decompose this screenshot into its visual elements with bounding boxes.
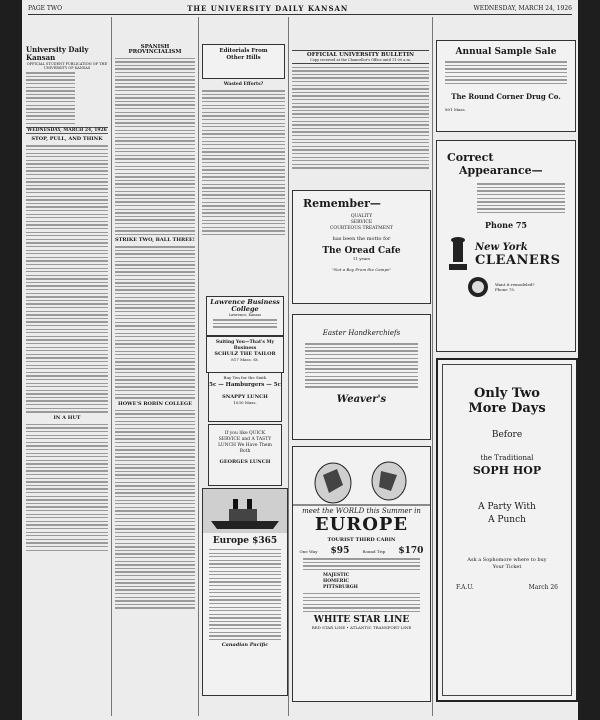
seal-icon	[467, 276, 489, 298]
ad-title: Lawrence Business College	[210, 298, 280, 313]
ad-text	[293, 558, 430, 570]
ad-headline-large: EUROPE	[314, 514, 409, 535]
ad-sub: RED STAR LINE • ATLANTIC TRANSPORT LINE	[311, 625, 412, 631]
oread-cafe-ad	[292, 190, 431, 304]
nameplate: University Daily Kansan	[26, 45, 89, 62]
business-college-ad	[206, 296, 284, 336]
ad-brand: Weaver's	[336, 394, 387, 406]
globe-illustration	[293, 447, 430, 507]
ad-text	[293, 337, 430, 394]
ad-sub: Lawrence, Kansas	[228, 313, 262, 317]
editorials-box	[202, 44, 285, 79]
ad-list	[293, 214, 430, 232]
ad-name: SNAPPY LUNCH	[222, 394, 268, 400]
masthead	[28, 2, 572, 15]
ad-headline: Remember—	[303, 197, 381, 210]
bulletin-text	[292, 67, 429, 169]
ad-title: Suiting You—That's My Business	[215, 340, 275, 351]
ship-name: PITTSBURGH	[323, 584, 358, 590]
tailor-ad	[206, 336, 284, 373]
soph-hop-ad	[436, 358, 578, 702]
fare-row	[293, 546, 430, 556]
article-text	[202, 90, 285, 235]
ad-date: March 26	[528, 584, 558, 591]
ad-text	[437, 177, 575, 220]
ad-line: has been the motto for	[332, 236, 391, 242]
nameplate-sub: OFFICIAL STUDENT PUBLICATION OF THE UNIVERSITY OF KANSAS	[26, 62, 108, 70]
new-york-cleaners-ad	[436, 140, 576, 352]
ad-name: The Oread Cafe	[322, 246, 401, 256]
bulletin-sub: Copy received at the Chancellor's Office until 11:00 a.m.	[292, 58, 429, 64]
ad-headline: 5c — Hamburgers — 5c	[209, 382, 281, 388]
snappy-lunch-ad	[208, 372, 282, 422]
ad-text	[203, 549, 287, 640]
ad-line: 11 years	[352, 256, 371, 261]
fare-label: Round Trip	[362, 548, 386, 554]
ad-address: 817 Mass. St.	[231, 357, 259, 362]
ship-name: HOMERIC	[323, 578, 350, 584]
editorial-date: WEDNESDAY, MARCH 24, 1926	[27, 127, 107, 133]
article-headline: STRIKE TWO, BALL THREE!	[115, 237, 195, 244]
ad-headline: meet the WORLD this Summer in	[302, 507, 421, 515]
ad-line: QUALITY	[350, 214, 373, 219]
ad-address: 801 Mass.	[445, 107, 466, 113]
editorial-text	[26, 424, 108, 551]
editorial-headline: STOP, PULL, AND THINK	[31, 136, 103, 143]
ship-list	[293, 573, 430, 591]
remodel-text	[489, 282, 535, 292]
fare-round-trip: $170	[398, 546, 424, 556]
ad-name: GEORGES LUNCH	[219, 459, 271, 465]
ad-headline: Annual Sample Sale	[455, 47, 557, 57]
ad-text: If you like QUICK SERVICE and A TASTY LUNCH We Have Them Both	[218, 431, 272, 454]
ad-headline: Easter Handkerchiefs	[322, 329, 401, 337]
ad-brand: Canadian Pacific	[221, 642, 269, 649]
editorial-column	[26, 17, 108, 553]
ad-text	[207, 319, 283, 327]
ad-line: Want it remodeled?	[495, 281, 535, 287]
ad-headline: Only Two	[474, 386, 540, 401]
page-number: PAGE TWO	[28, 4, 62, 12]
fare-label: One Way	[299, 548, 318, 554]
ad-line: the Traditional	[480, 454, 534, 462]
column-rule	[432, 17, 433, 716]
cleaners-logo	[437, 236, 575, 274]
canadian-pacific-ad	[202, 488, 288, 696]
column-rule	[198, 17, 199, 716]
ad-headline: Appearance—	[459, 164, 543, 177]
article-text	[115, 58, 195, 235]
editorial-headline: IN A HUT	[53, 414, 81, 421]
article-headline: SPANISH PROVINCIALISM	[128, 44, 182, 56]
logo-text: New York	[475, 241, 528, 253]
ad-headline: Europe $365	[212, 536, 278, 546]
ad-headline: More Days	[468, 401, 546, 416]
ad-brand: WHITE STAR LINE	[313, 615, 410, 626]
column-rule	[111, 17, 112, 716]
ad-org: F.A.U.	[456, 584, 474, 591]
fare-one-way: $95	[330, 546, 350, 556]
ad-address: 1030 Mass.	[233, 400, 257, 405]
ad-headline: Correct	[447, 151, 494, 164]
article-headline: Wasted Efforts?	[223, 82, 264, 87]
ad-text: Ask a Sophomore where to buy Your Ticket	[467, 557, 547, 570]
ad-line: COURTEOUS TREATMENT	[329, 226, 394, 231]
ship-illustration	[203, 489, 287, 533]
phone-icon	[445, 236, 475, 274]
ad-text	[293, 593, 430, 612]
weavers-ad	[292, 314, 431, 440]
editorial-text	[26, 145, 108, 412]
paper-title: THE UNIVERSITY DAILY KANSAN	[187, 3, 349, 13]
ad-line: Buy Ten for the Sixth	[223, 375, 267, 380]
column-rule	[288, 17, 289, 716]
white-star-line-ad	[292, 446, 431, 702]
editorials-heading: Editorials From Other Hills	[219, 48, 268, 61]
editorials-column	[202, 17, 285, 238]
article-text	[115, 410, 195, 609]
ad-line: SERVICE	[350, 220, 373, 225]
ship-name: MAJESTIC	[323, 572, 350, 578]
sample-sale-ad	[436, 40, 576, 132]
ad-phone: Phone 75	[485, 219, 527, 230]
georges-lunch-ad	[208, 424, 282, 486]
article-text	[115, 246, 195, 398]
ad-sub: TOURIST THIRD CABIN	[327, 537, 396, 543]
ad-name: SCHULZ THE TAILOR	[214, 351, 276, 357]
ad-event: SOPH HOP	[472, 464, 542, 477]
remodel-row	[437, 276, 575, 298]
staff-listing	[26, 72, 75, 124]
ad-text	[437, 57, 575, 88]
inner-border	[442, 364, 572, 696]
ad-tagline: A Party With A Punch	[478, 502, 536, 525]
ad-line: Phone 75.	[495, 286, 516, 292]
newspaper-page	[22, 0, 578, 720]
bulletin-heading: OFFICIAL UNIVERSITY BULLETIN	[292, 50, 429, 58]
ad-tagline: "Not a Boy From the Camps"	[332, 267, 391, 272]
ad-line: Before	[491, 430, 523, 440]
issue-date: WEDNESDAY, MARCH 24, 1926	[473, 4, 572, 12]
bulletin-column	[292, 17, 429, 171]
news-column	[115, 17, 195, 611]
logo-text: CLEANERS	[475, 252, 561, 268]
ad-name: The Round Corner Drug Co.	[451, 92, 561, 102]
article-headline: HOWE'S ROBIN COLLEGE	[117, 400, 193, 407]
